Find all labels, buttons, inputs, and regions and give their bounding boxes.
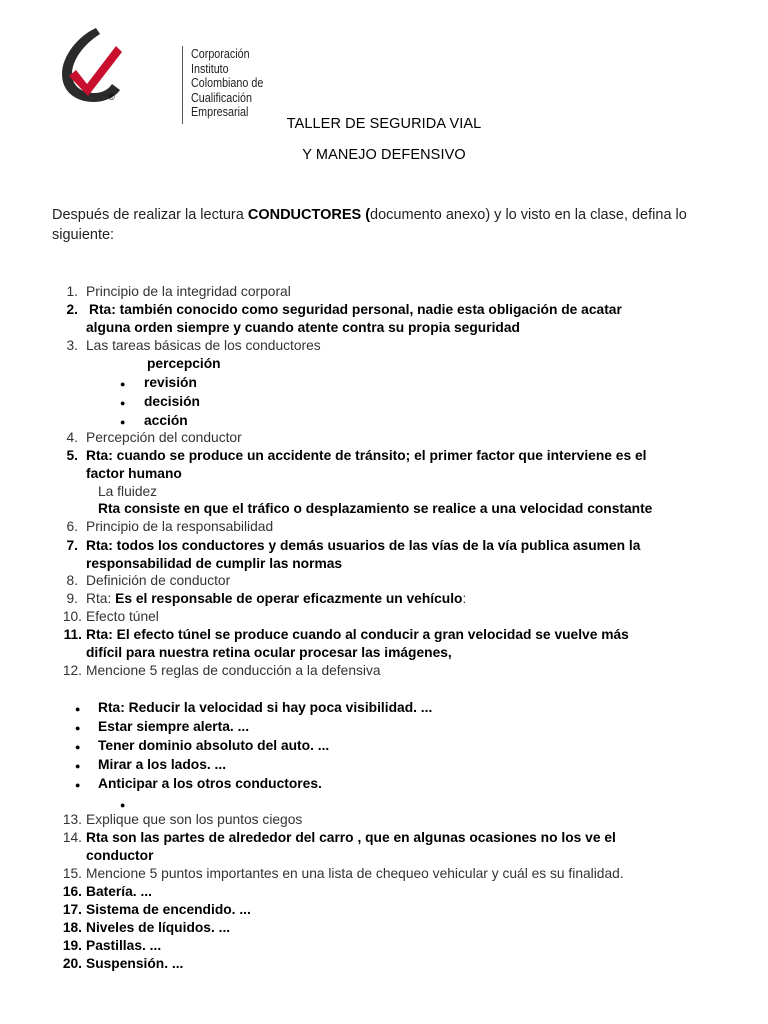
item-answer: conductor <box>86 848 154 863</box>
item-text: Pastillas. ... <box>86 938 162 953</box>
bullet-text: decisión <box>144 394 200 409</box>
item-number: 16. <box>62 884 82 899</box>
item-number: 12. <box>62 663 82 678</box>
item-text: Mencione 5 puntos importantes en una lista de chequeo vehicular y cuál es su finalidad. <box>86 866 624 881</box>
document-title: TALLER DE SEGURIDA VIAL <box>286 116 482 132</box>
item-text: Definición de conductor <box>86 573 231 588</box>
intro-text: Después de realizar la lectura <box>52 207 248 223</box>
bullet-text: revisión <box>144 375 197 390</box>
item-text: Las tareas básicas de los conductores <box>86 338 321 353</box>
bullet-icon: ● <box>120 379 126 389</box>
item-text: Principio de la responsabilidad <box>86 519 274 534</box>
item-number: 19. <box>62 938 82 953</box>
item-number: 4. <box>66 430 78 445</box>
item-number: 15. <box>62 866 82 881</box>
item-number: 7. <box>66 538 78 553</box>
item-answer: difícil para nuestra retina ocular procesar las imágenes, <box>86 645 452 660</box>
item-number: 13. <box>62 812 82 827</box>
item-number: 6. <box>66 519 78 534</box>
item-number: 5. <box>66 448 78 463</box>
bullet-text: acción <box>144 413 188 428</box>
item-text: Suspensión. ... <box>86 956 184 971</box>
item-answer: Rta: también conocido como seguridad personal, nadie esta obligación de acatar <box>89 302 622 317</box>
bullet-text: Mirar a los lados. ... <box>98 757 227 772</box>
bullet-icon: ● <box>75 704 81 714</box>
logo-text-line: Empresarial <box>191 105 249 119</box>
bullet-icon: ● <box>120 417 126 427</box>
item-answer: responsabilidad de cumplir las normas <box>86 556 343 571</box>
sub-item-text: La fluidez <box>98 484 158 499</box>
item-number: 2. <box>66 302 78 317</box>
logo-text <box>191 47 263 120</box>
item-answer-bold: Es el responsable de operar eficazmente un vehículo <box>115 591 463 606</box>
item-number: 20. <box>62 956 82 971</box>
logo-text-line: Cualificación <box>191 90 252 105</box>
item-text: Principio de la integridad corporal <box>86 284 291 299</box>
item-number: 18. <box>62 920 82 935</box>
sub-item-answer: Rta consiste en que el tráfico o desplazamiento se realice a una velocidad constante <box>98 501 653 516</box>
bullet-icon: ● <box>75 780 81 790</box>
logo-mark-icon <box>56 22 126 112</box>
bullet-text: Anticipar a los otros conductores. <box>98 776 322 791</box>
bullet-icon: ● <box>120 398 126 408</box>
item-number: 9. <box>66 591 78 606</box>
item-answer: factor humano <box>86 466 182 481</box>
item-answer: alguna orden siempre y cuando atente contra su propia seguridad <box>86 320 520 335</box>
item-number: 8. <box>66 573 78 588</box>
item-text: Niveles de líquidos. ... <box>86 920 231 935</box>
item-number: 3. <box>66 338 78 353</box>
bullet-icon: ● <box>75 761 81 771</box>
item-answer-suffix: : <box>462 591 467 606</box>
item-text: Explique que son los puntos ciegos <box>86 812 303 827</box>
document-subtitle: Y MANEJO DEFENSIVO <box>302 147 466 163</box>
intro-text: documento anexo) y lo visto en la clase, defina lo siguiente: <box>52 207 687 243</box>
item-text: Batería. ... <box>86 884 152 899</box>
item-text: Efecto túnel <box>86 609 159 624</box>
sub-item-text: percepción <box>147 356 221 371</box>
intro-bold: CONDUCTORES ( <box>247 207 371 223</box>
bullet-icon: ● <box>120 800 126 810</box>
item-answer <box>86 590 466 608</box>
bullet-text: Estar siempre alerta. ... <box>98 719 250 734</box>
item-number: 10. <box>62 609 82 624</box>
bullet-text: Rta: Reducir la velocidad si hay poca visibilidad. ... <box>98 700 433 715</box>
item-answer: Rta: todos los conductores y demás usuarios de las vías de la vía publica asumen la <box>86 538 641 553</box>
item-answer-prefix: Rta: <box>86 591 116 606</box>
logo-text-line: Corporación <box>191 47 250 61</box>
logo-divider <box>182 46 183 124</box>
logo-text-line: Instituto <box>191 61 229 76</box>
company-logo <box>56 22 264 119</box>
item-answer: Rta son las partes de alrededor del carro , que en algunas ocasiones no los ve el <box>86 830 616 845</box>
item-answer: Rta: El efecto túnel se produce cuando al conducir a gran velocidad se vuelve más <box>86 627 629 642</box>
item-number: 1. <box>66 284 78 299</box>
item-text: Percepción del conductor <box>86 430 242 445</box>
instructions-paragraph <box>52 205 727 245</box>
logo-text-line: Colombiano de <box>191 76 264 90</box>
item-number: 17. <box>62 902 82 917</box>
item-number: 14. <box>62 830 82 845</box>
bullet-text: Tener dominio absoluto del auto. ... <box>98 738 330 753</box>
item-text: Sistema de encendido. ... <box>86 902 251 917</box>
registered-mark: ® <box>108 92 115 102</box>
item-answer: Rta: cuando se produce un accidente de tránsito; el primer factor que interviene es el <box>86 448 647 463</box>
item-number: 11. <box>63 627 82 642</box>
bullet-icon: ● <box>75 723 81 733</box>
item-text: Mencione 5 reglas de conducción a la defensiva <box>86 663 381 678</box>
bullet-icon: ● <box>75 742 81 752</box>
